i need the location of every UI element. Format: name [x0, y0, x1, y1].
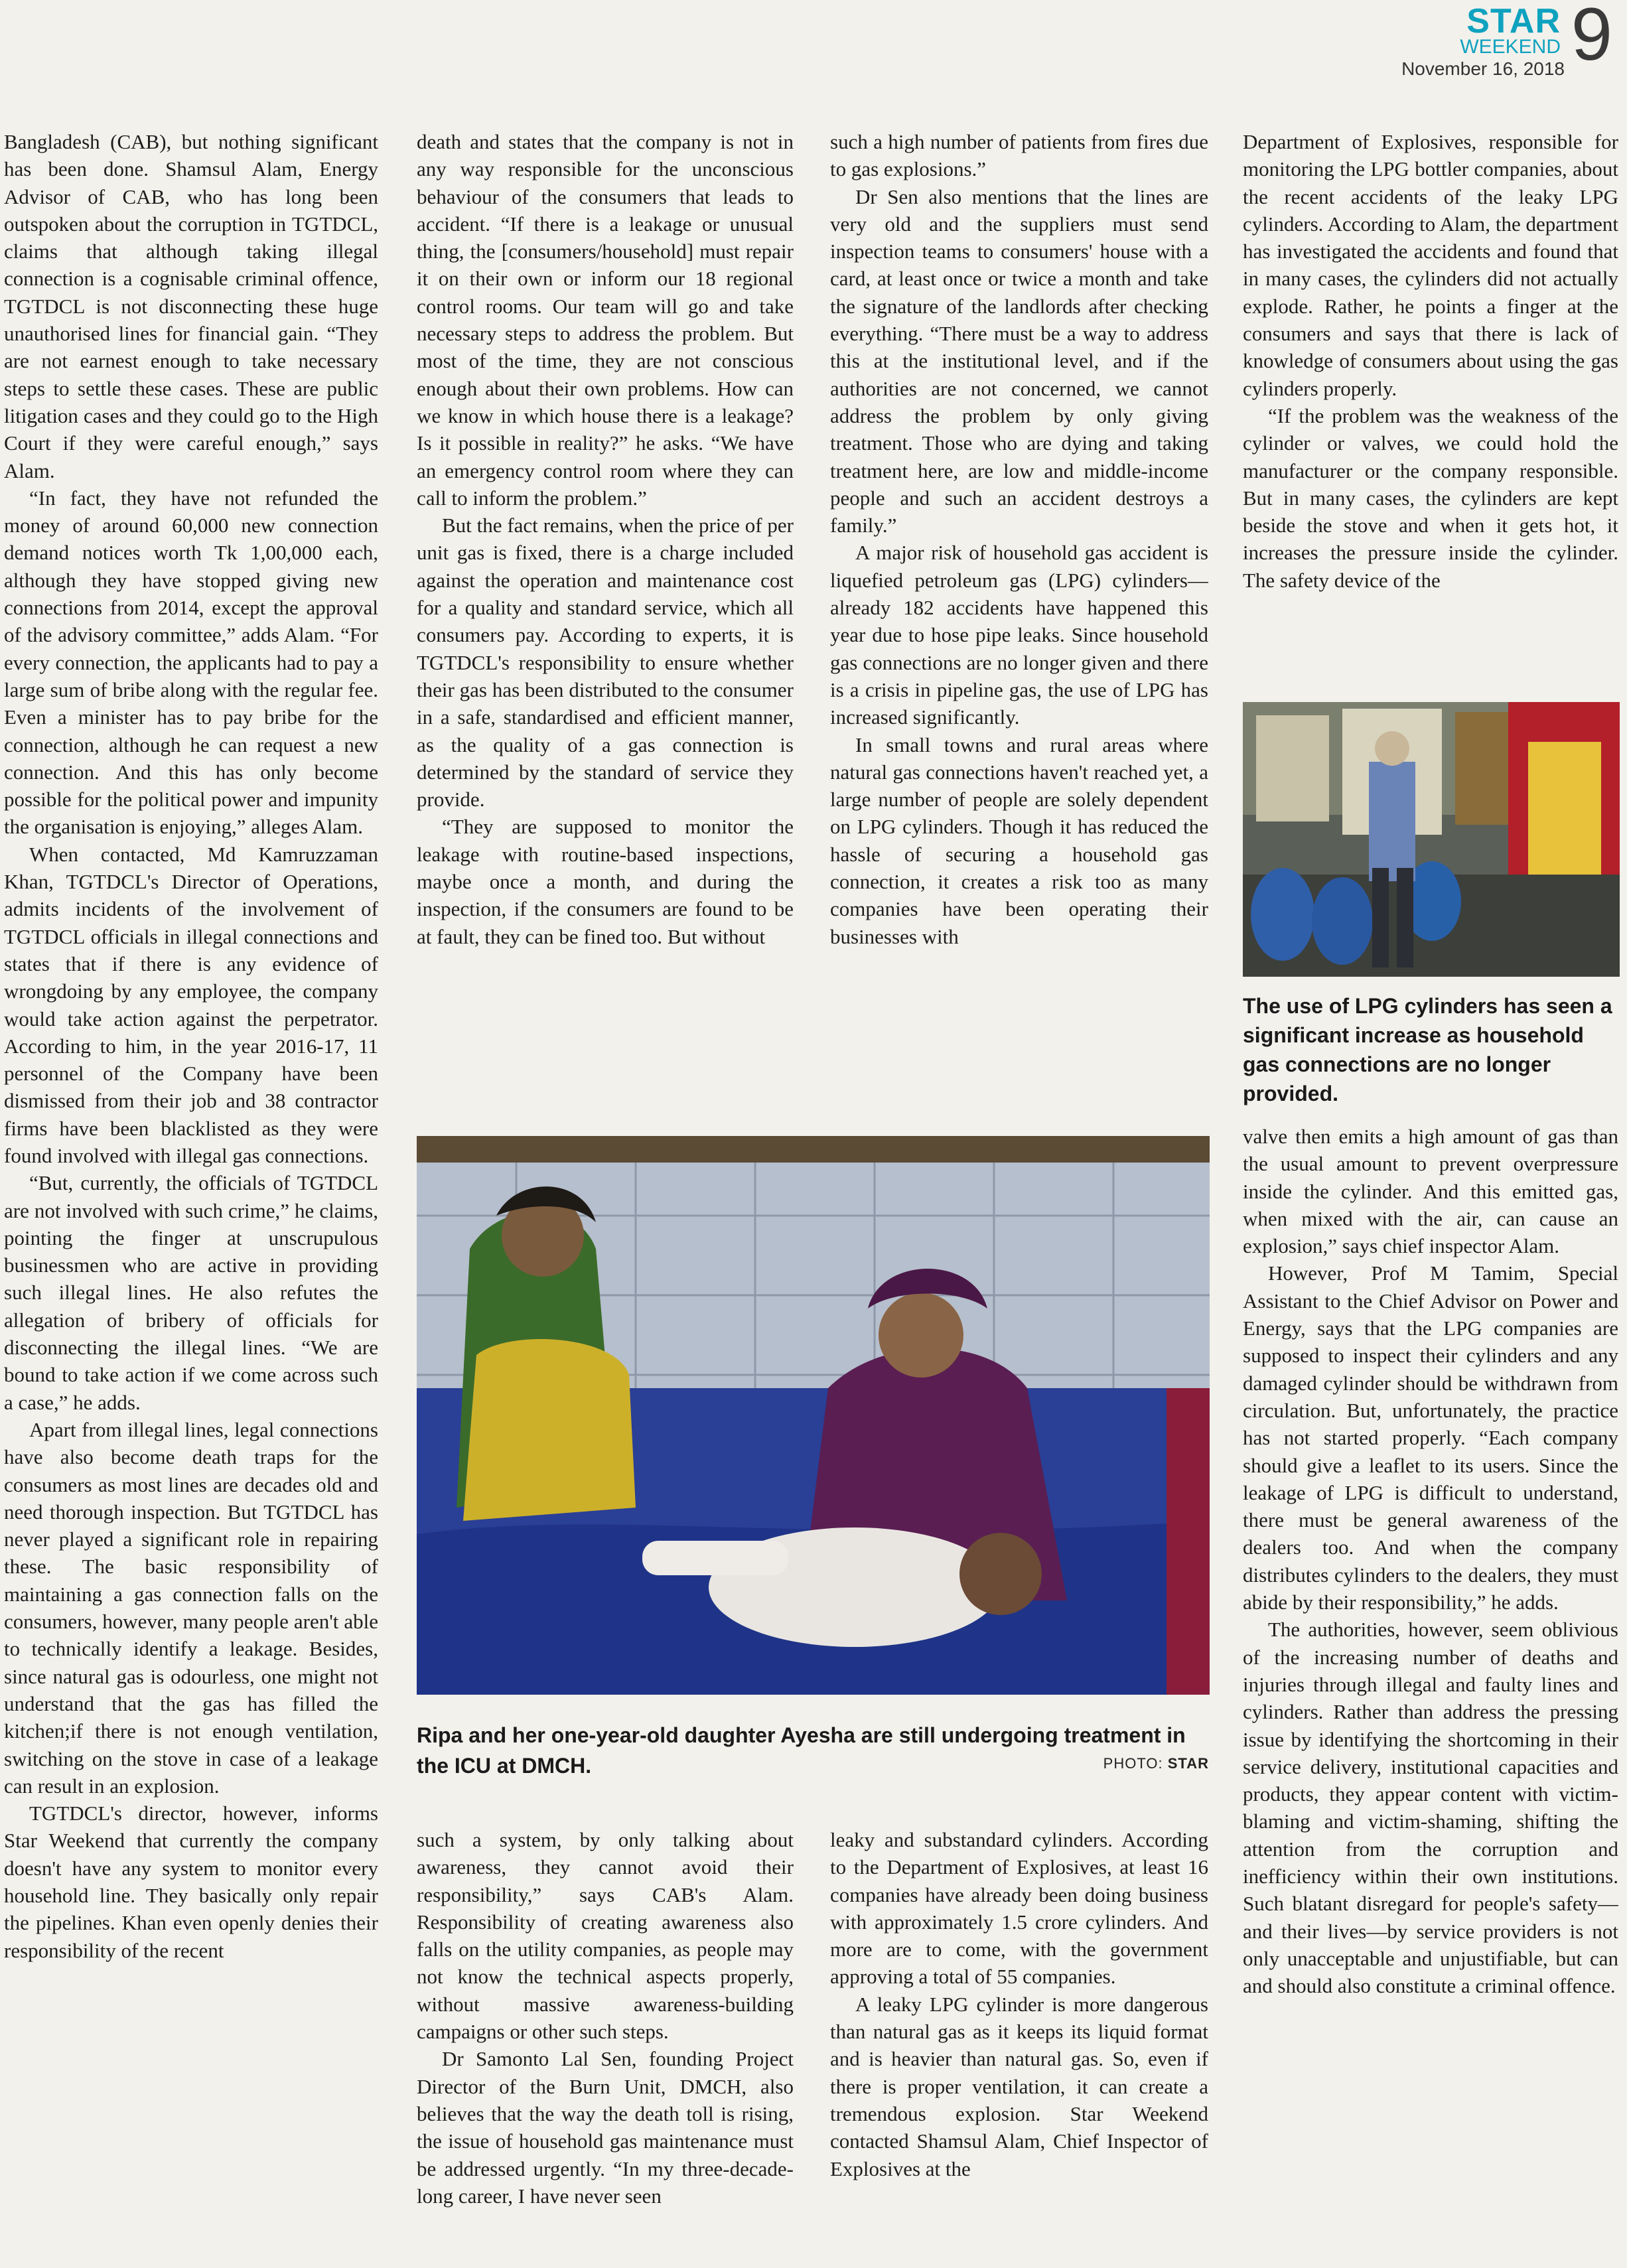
- paragraph: such a high number of patients from fires due to gas explosions.”: [830, 130, 1208, 181]
- icu-photo: [417, 1136, 1210, 1695]
- icu-photo-caption: Ripa and her one-year-old daughter Ayesha are still undergoing treatment in the ICU at DMCH.: [417, 1723, 1186, 1778]
- article-column-3-top: [830, 128, 1208, 1110]
- article-column-2-top: [417, 128, 794, 1110]
- paragraph: such a system, by only talking about awareness, they cannot avoid their responsibility,” says CAB's Alam. Responsibility of creating awareness also falls on the utility companies, as people may not know the technical aspects properly, without massive awareness-building campaigns or other such steps.: [417, 1828, 794, 2044]
- paragraph: Apart from illegal lines, legal connections have also become death traps for the consumers as most lines are decades old and need thorough inspection. But TGTDCL has never played a significant role in repairing these. The basic responsibility of maintaining a gas connection falls on the consumers, however, many people aren't able to technically identify a leakage. Besides, since natural gas is odourless, one might not understand that the gas has filled the kitchen;if there is not enough ventilation, switching on the stove in case of a leakage can result in an explosion.: [4, 1417, 378, 1798]
- article-column-2-bottom: [417, 1826, 794, 2264]
- issue-date: November 16, 2018: [1401, 58, 1565, 79]
- photo-credit: [1103, 1755, 1209, 1772]
- article-column-3-bottom: [830, 1826, 1208, 2264]
- article-column-1: [4, 128, 378, 2258]
- paragraph: The authorities, however, seem oblivious of the increasing number of deaths and injuries through illegal and faulty lines and cylinders. Rather than address the pressing issue by identifying the shortcoming in their service delivery, institutional capacities and products, they appear content with victim-blaming and victim-shaming, shifting the attention from the corruption and inefficiency within their own institutions. Such blatant disregard for people's safety—and their lives—by service providers is not only unacceptable and unjustifiable, but can and should also constitute a criminal offence.: [1243, 1618, 1618, 1998]
- masthead-brand: STAR: [1466, 2, 1561, 40]
- masthead: [1401, 0, 1612, 82]
- paragraph: Department of Explosives, responsible for monitoring the LPG bottler companies, about the recent accidents of the leaky LPG cylinders. According to Alam, the department has investigated the accidents and found that in many cases, the cylinders did not actually explode. Rather, he points a finger at the consumers and says that there is lack of knowledge of consumers about using the gas cylinders properly.: [1243, 130, 1618, 400]
- paragraph: Dr Samonto Lal Sen, founding Project Director of the Burn Unit, DMCH, also believes that the way the death toll is rising, the issue of household gas maintenance must be addressed urgently. “In my three-decade-long career, I have never seen: [417, 2047, 794, 2208]
- lpg-photo-caption: The use of LPG cylinders has seen a significant increase as household gas connections are no longer provided.: [1243, 994, 1612, 1105]
- paragraph: However, Prof M Tamim, Special Assistant to the Chief Advisor on Power and Energy, says that the LPG companies are supposed to inspect their cylinders and any damaged cylinder should be withdrawn from circulation. But, unfortunately, the practice has not started properly. “Each company should give a leaflet to its users. Since the leakage of LPG is difficult to understand, there must be general awareness of the dealers too. And when the company distributes cylinders to the dealers, they must abide by their responsibility,” he adds.: [1243, 1261, 1618, 1614]
- paragraph: When contacted, Md Kamruzzaman Khan, TGTDCL's Director of Operations, admits incidents of the involvement of TGTDCL officials in illegal connections and states that if there is any evidence of wrongdoing by any employee, the company would take action against the perpetrator. According to him, in the year 2016-17, 11 personnel of the Company have been dismissed from their job and 38 contractor firms have been blacklisted as they were found involved with illegal gas connections.: [4, 842, 378, 1167]
- paragraph: Dr Sen also mentions that the lines are very old and the suppliers must send inspection teams to consumers' house with a card, at least once or twice a month and take the signature of the landlords after checking everything. “There must be a way to address this at the institutional level, and if the authorities are not concerned, we cannot address the problem by only giving treatment. Those who are dying and taking treatment here, are low and middle-income people and such an accident destroys a family.”: [830, 184, 1208, 537]
- masthead-sub: WEEKEND: [1460, 36, 1561, 58]
- paragraph: Bangladesh (CAB), but nothing significant has been done. Shamsul Alam, Energy Advisor of CAB, who has long been outspoken about the corruption in TGTDCL, claims that although taking illegal connection is a cognisable criminal offence, TGTDCL is not disconnecting these huge unauthorised lines for financial gain. “They are not earnest enough to take necessary steps to settle these cases. These are public litigation cases and they could go to the High Court if they were careful enough,” says Alam.: [4, 130, 378, 482]
- lpg-cylinder-photo: [1243, 702, 1620, 977]
- paragraph: leaky and substandard cylinders. According to the Department of Explosives, at least 16 companies have already been doing business with approximately 1.5 crore cylinders. And more are to come, with the government approving a total of 55 companies.: [830, 1828, 1208, 1989]
- page-number: 9: [1571, 0, 1612, 76]
- paragraph: But the fact remains, when the price of per unit gas is fixed, there is a charge included against the operation and maintenance cost for a quality and standard service, which all consumers pay. According to experts, it is TGTDCL's responsibility to ensure whether their gas has been distributed to the consumer in a safe, standardised and efficient manner, as the quality of a gas connection is determined by the standard of service they provide.: [417, 514, 794, 812]
- paragraph: “They are supposed to monitor the leakage with routine-based inspections, maybe once a month, and during the inspection, if the consumers are found to be at fault, they can be fined too. But without: [417, 815, 794, 948]
- photo-credit-label: PHOTO:: [1103, 1755, 1163, 1772]
- paragraph: TGTDCL's director, however, informs Star Weekend that currently the company doesn't have any system to monitor every household line. They basically only repair the pipelines. Khan even openly denies their responsibility of the recent: [4, 1802, 378, 1962]
- paragraph: valve then emits a high amount of gas than the usual amount to prevent overpressure inside the cylinder. And this emitted gas, when mixed with the air, can cause an explosion,” says chief inspector Alam.: [1243, 1125, 1618, 1258]
- paragraph: A major risk of household gas accident is liquefied petroleum gas (LPG) cylinders—already 182 accidents have happened this year due to hose pipe leaks. Since household gas connections are no longer given and there is a crisis in pipeline gas, the use of LPG has increased significantly.: [830, 541, 1208, 729]
- article-column-4-top: [1243, 128, 1618, 692]
- paragraph: A leaky LPG cylinder is more dangerous than natural gas as it keeps its liquid format and is heavier than natural gas. So, even if there is proper ventilation, it can create a tremendous explosion. Star Weekend contacted Shamsul Alam, Chief Inspector of Explosives at the: [830, 1992, 1208, 2180]
- paragraph: In small towns and rural areas where natural gas connections haven't reached yet, a large number of people are solely dependent on LPG cylinders. Though it has reduced the hassle of securing a household gas connection, it creates a risk too as many companies have been operating their businesses with: [830, 733, 1208, 948]
- paragraph: “If the problem was the weakness of the cylinder or valves, we could hold the manufacturer or the company responsible. But in many cases, the cylinders are kept beside the stove and when it gets hot, it increases the pressure inside the cylinder. The safety device of the: [1243, 403, 1618, 592]
- paragraph: death and states that the company is not in any way responsible for the unconscious behaviour of the consumers that leads to accident. “If there is a leakage or unusual thing, the [consumers/household] must repair it on their own or inform our 18 regional control rooms. Our team will go and take necessary steps to address the problem. But most of the time, they are not conscious enough about their own problems. How can we know in which house there is a leakage? Is it possible in reality?” he asks. “We have an emergency control room where they can call to inform the problem.”: [417, 130, 794, 510]
- paragraph: “But, currently, the officials of TGTDCL are not involved with such crime,” he claims, pointing the finger at unscrupulous businessmen who are active in providing such illegal lines. He also refutes the allegation of bribery of officials for disconnecting the illegal lines. “We are bound to take action if we come across such a case,” he adds.: [4, 1171, 378, 1414]
- paragraph: “In fact, they have not refunded the money of around 60,000 new connection demand notices worth Tk 1,00,000 each, although they have stopped giving new connections from 2014, except the approval of the advisory committee,” adds Alam. “For every connection, the applicants had to pay a large sum of bribe along with the regular fee. Even a minister has to pay bribe for the connection, although he can request a new connection. And this has only become possible for the political power and impunity the organisation is enjoying,” alleges Alam.: [4, 486, 378, 839]
- article-column-4-bottom: [1243, 1123, 1618, 2264]
- photo-credit-name: STAR: [1167, 1755, 1209, 1772]
